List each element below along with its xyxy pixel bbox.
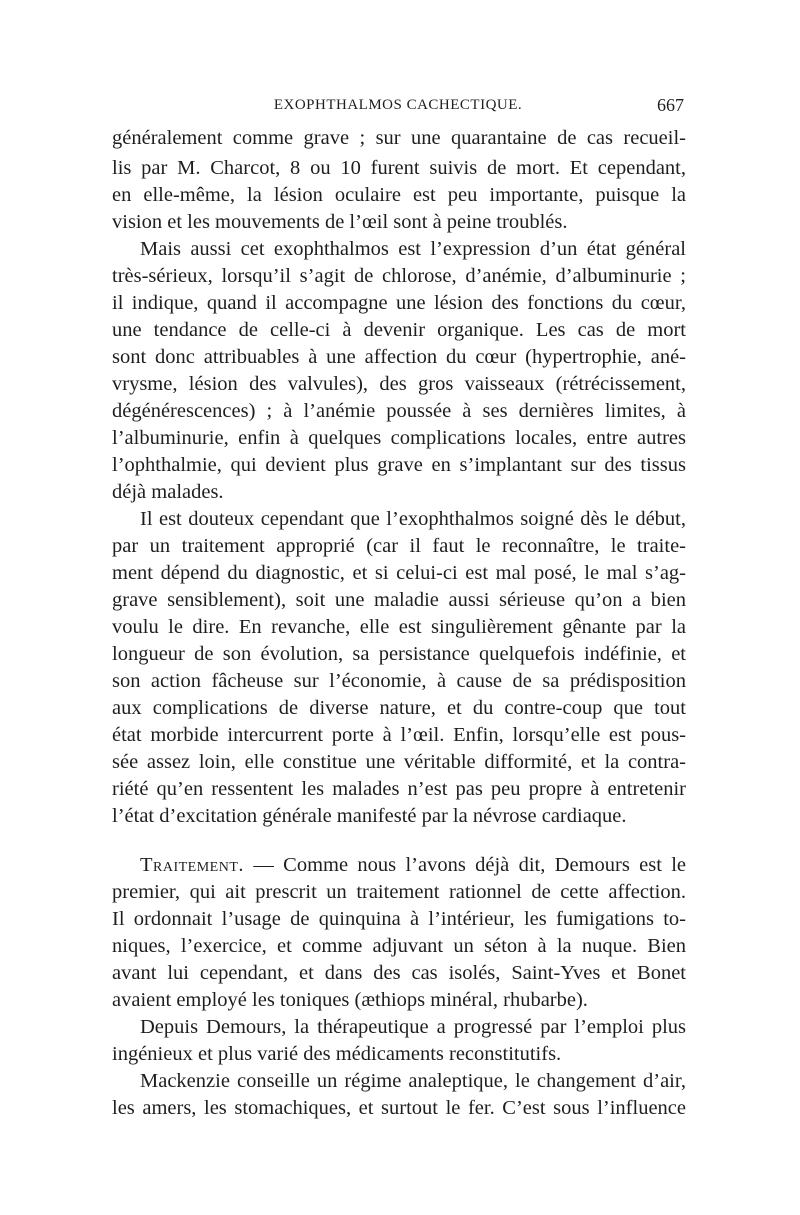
text-line: il indique, quand il accompagne une lésion des fonctions du cœur, [112, 292, 686, 314]
text-line: l’état d’excitation générale manifesté par la névrose cardiaque. [112, 805, 627, 827]
section-heading: Traitement. [140, 854, 245, 876]
text-line: très-sérieux, lorsqu’il s’agit de chlorose, d’anémie, d’albuminurie ; [112, 265, 686, 287]
text-line: par un traitement approprié (car il faut le reconnaître, le traite- [112, 535, 686, 557]
text-line: en elle-même, la lésion oculaire est peu importante, puisque la [112, 184, 686, 206]
text-line: aux complications de diverse nature, et du contre-coup que tout [112, 697, 686, 719]
text-line: les amers, les stomachiques, et surtout le fer. C’est sous l’influence [112, 1097, 686, 1119]
running-title: EXOPHTHALMOS CACHECTIQUE. [273, 97, 523, 113]
text-line: l’albuminurie, enfin à quelques complications locales, entre autres [112, 427, 686, 449]
text-line: longueur de son évolution, sa persistance quelquefois indéfinie, et [112, 643, 686, 665]
text-line: généralement comme grave ; sur une quarantaine de cas recueil- [112, 127, 686, 149]
page-number: 667 [657, 95, 684, 115]
text-line: vision et les mouvements de l’œil sont à peine troublés. [112, 211, 568, 233]
paragraph-first-line: Il est douteux cependant que l’exophthalmos soigné dès le début, [140, 508, 686, 530]
text-line: avaient employé les toniques (æthiops minéral, rhubarbe). [112, 989, 588, 1011]
page-header [112, 93, 684, 121]
paragraph-first-line: Mackenzie conseille un régime analeptique, le changement d’air, [140, 1070, 686, 1092]
text-line: une tendance de celle-ci à devenir organique. Les cas de mort [112, 319, 686, 341]
text-line: dégénérescences) ; à l’anémie poussée à ses dernières limites, à [112, 400, 686, 422]
text-line: sont donc attribuables à une affection du cœur (hypertrophie, ané- [112, 346, 686, 368]
text-line: l’ophthalmie, qui devient plus grave en s’implantant sur des tissus [112, 454, 686, 476]
paragraph-first-line: Mais aussi cet exophthalmos est l’expression d’un état général [140, 238, 686, 260]
text-line: sée assez loin, elle constitue une véritable difformité, et la contra- [112, 751, 686, 773]
text-line: niques, l’exercice, et comme adjuvant un séton à la nuque. Bien [112, 935, 686, 957]
heading-continuation: — Comme nous l’avons déjà dit, Demours est le [253, 854, 687, 876]
text-line: ment dépend du diagnostic, et si celui-ci est mal posé, le mal s’ag- [112, 562, 686, 584]
paragraph-first-line: Depuis Demours, la thérapeutique a progressé par l’emploi plus [140, 1016, 686, 1038]
text-line: déjà malades. [112, 481, 224, 503]
text-line: lis par M. Charcot, 8 ou 10 furent suivis de mort. Et cependant, [112, 157, 686, 179]
text-line: état morbide intercurrent porte à l’œil. Enfin, lorsqu’elle est pous- [112, 724, 686, 746]
text-line: ingénieux et plus varié des médicaments reconstitutifs. [112, 1043, 562, 1065]
text-line: Il ordonnait l’usage de quinquina à l’intérieur, les fumigations to- [112, 908, 686, 930]
traitement-first-line [140, 852, 686, 878]
text-line: voulu le dire. En revanche, elle est singulièrement gênante par la [112, 616, 686, 638]
text-line: riété qu’en ressentent les malades n’est pas peu propre à entretenir [112, 778, 686, 800]
text-line: vrysme, lésion des valvules), des gros vaisseaux (rétrécissement, [112, 373, 686, 395]
text-line: premier, qui ait prescrit un traitement rationnel de cette affection. [112, 881, 686, 903]
text-line: avant lui cependant, et dans des cas isolés, Saint-Yves et Bonet [112, 962, 686, 984]
text-line: grave sensiblement), soit une maladie aussi sérieuse qu’on a bien [112, 589, 686, 611]
text-line: son action fâcheuse sur l’économie, à cause de sa prédisposition [112, 670, 686, 692]
